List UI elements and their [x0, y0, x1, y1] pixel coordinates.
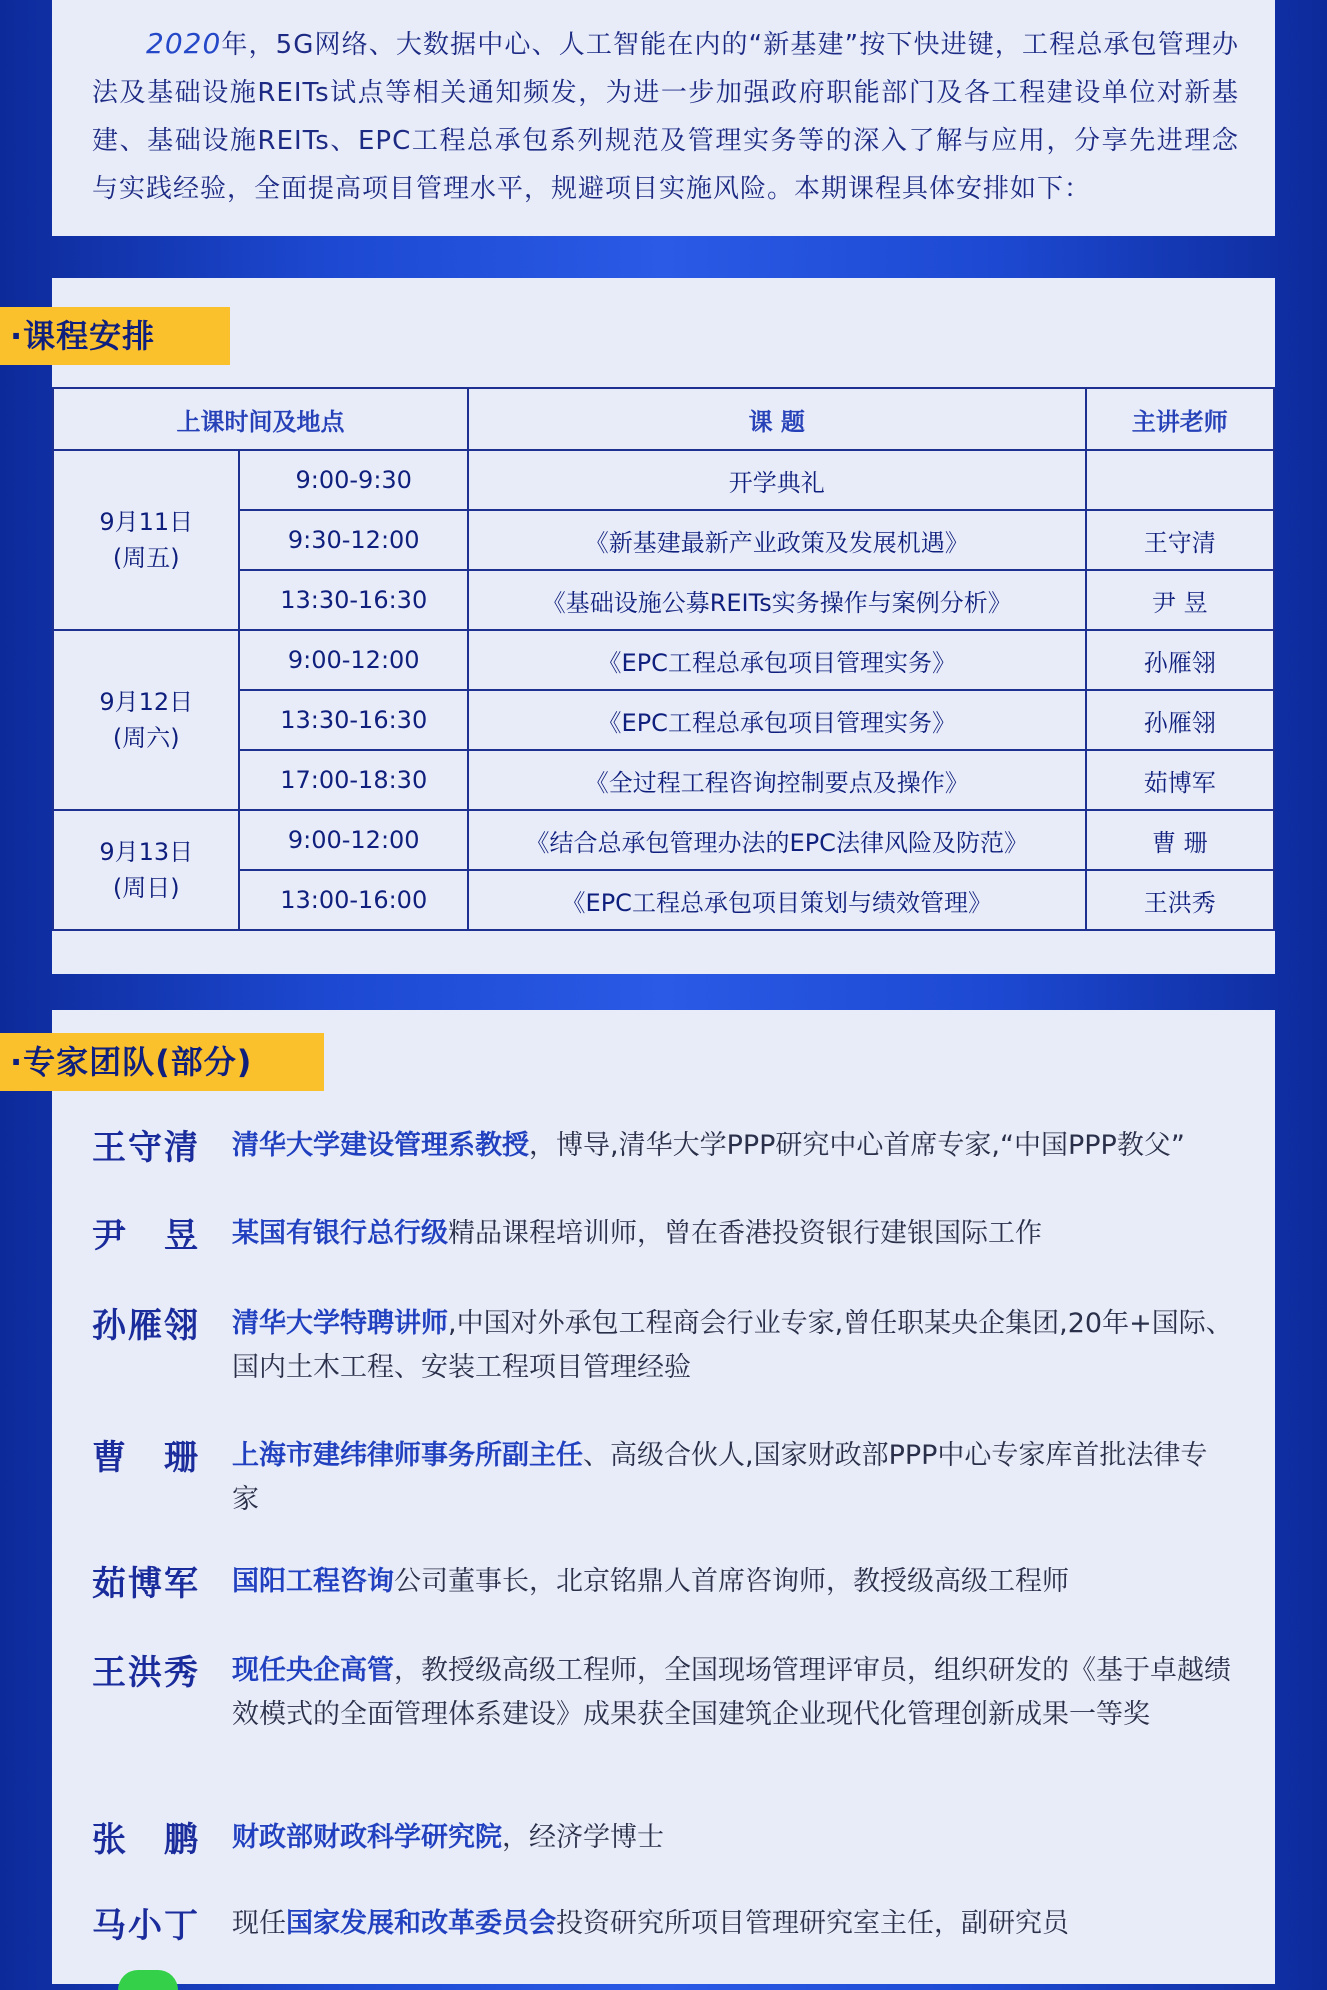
weekday-text: (周日) — [112, 874, 180, 902]
expert-highlight: 国家发展和改革委员会 — [286, 1908, 556, 1939]
intro-year: 2020 — [146, 27, 222, 60]
schedule-header-row — [53, 388, 1274, 450]
expert-description — [232, 1816, 1234, 1860]
expert-highlight: 财政部财政科学研究院 — [232, 1822, 502, 1853]
table-row — [53, 630, 1274, 690]
date-cell — [53, 450, 239, 630]
expert-rest: ，教授级高级工程师，全国现场管理评审员，组织研发的《基于卓越绩效模式的全面管理体系建设》成果获全国建筑企业现代化管理创新成果一等奖 — [232, 1655, 1231, 1730]
expert-rest: 投资研究所项目管理研究室主任，副研究员 — [556, 1908, 1069, 1939]
time-cell: 9:00-12:00 — [239, 810, 468, 870]
expert-name: 王洪秀 — [92, 1653, 200, 1693]
expert-name: 孙雁翎 — [92, 1306, 200, 1346]
teacher-cell: 曹 珊 — [1086, 810, 1274, 870]
expert-highlight: 上海市建纬律师事务所副主任 — [232, 1440, 583, 1471]
schedule-table — [52, 387, 1275, 931]
teacher-cell: 王洪秀 — [1086, 870, 1274, 930]
expert-rest: ，经济学博士 — [502, 1822, 664, 1853]
expert-rest: ,中国对外承包工程商会行业专家,曾任职某央企集团,20年+国际、国内土木工程、安装工程项目管理经验 — [232, 1308, 1233, 1383]
expert-name: 尹 昱 — [92, 1216, 200, 1256]
expert-description — [232, 1212, 1234, 1256]
decorative-shape — [118, 1970, 178, 1990]
date-text: 9月11日 — [99, 508, 194, 536]
expert-description — [232, 1902, 1234, 1946]
table-row — [53, 810, 1274, 870]
expert-description — [232, 1434, 1234, 1522]
weekday-text: (周五) — [112, 544, 180, 572]
weekday-text: (周六) — [112, 724, 180, 752]
expert-description — [232, 1124, 1234, 1168]
header-teacher: 主讲老师 — [1086, 388, 1274, 450]
topic-cell: 《EPC工程总承包项目管理实务》 — [468, 690, 1086, 750]
table-row — [53, 450, 1274, 510]
date-cell — [53, 630, 239, 810]
intro-text: 年，5G网络、大数据中心、人工智能在内的“新基建”按下快进键，工程总承包管理办法及基础设施REITs试点等相关通知频发，为进一步加强政府职能部门及各工程建设单位对新基建、基础设施REITs、EPC工程总承包系列规范及管理实务等的深入了解与应用，分享先进理念与实践经验，全面提高项目管理水平，规避项目实施风险。本期课程具体安排如下： — [92, 30, 1239, 204]
teacher-cell: 茹博军 — [1086, 750, 1274, 810]
expert-description — [232, 1649, 1234, 1737]
expert-name: 曹 珊 — [92, 1438, 200, 1478]
topic-cell: 《新基建最新产业政策及发展机遇》 — [468, 510, 1086, 570]
topic-cell: 《全过程工程咨询控制要点及操作》 — [468, 750, 1086, 810]
time-cell: 13:30-16:30 — [239, 690, 468, 750]
expert-highlight: 现任央企高管 — [232, 1655, 394, 1686]
expert-name: 茹博军 — [92, 1564, 200, 1604]
topic-cell: 《EPC工程总承包项目管理实务》 — [468, 630, 1086, 690]
expert-highlight: 清华大学特聘讲师 — [232, 1308, 448, 1339]
expert-highlight: 某国有银行总行级 — [232, 1218, 448, 1249]
time-cell: 13:00-16:00 — [239, 870, 468, 930]
topic-cell: 《结合总承包管理办法的EPC法律风险及防范》 — [468, 810, 1086, 870]
time-cell: 17:00-18:30 — [239, 750, 468, 810]
teacher-cell: 尹 昱 — [1086, 570, 1274, 630]
schedule-section-tag: ·课程安排 — [0, 307, 230, 365]
expert-name: 马小丁 — [92, 1906, 200, 1946]
teacher-cell: 王守清 — [1086, 510, 1274, 570]
time-cell: 9:30-12:00 — [239, 510, 468, 570]
experts-section-tag: ·专家团队(部分) — [0, 1033, 324, 1091]
expert-pre: 现任 — [232, 1908, 286, 1939]
expert-description — [232, 1560, 1234, 1604]
time-cell: 9:00-9:30 — [239, 450, 468, 510]
date-cell — [53, 810, 239, 930]
expert-highlight: 国阳工程咨询 — [232, 1566, 394, 1597]
topic-cell: 《EPC工程总承包项目策划与绩效管理》 — [468, 870, 1086, 930]
teacher-cell: 孙雁翎 — [1086, 630, 1274, 690]
teacher-cell: 孙雁翎 — [1086, 690, 1274, 750]
date-text: 9月12日 — [99, 688, 194, 716]
time-cell: 9:00-12:00 — [239, 630, 468, 690]
expert-rest: 精品课程培训师，曾在香港投资银行建银国际工作 — [448, 1218, 1042, 1249]
expert-rest: 公司董事长，北京铭鼎人首席咨询师，教授级高级工程师 — [394, 1566, 1069, 1597]
expert-rest: 、高级合伙人,国家财政部PPP中心专家库首批法律专家 — [232, 1440, 1208, 1515]
expert-name: 王守清 — [92, 1128, 200, 1168]
expert-name: 张 鹏 — [92, 1820, 200, 1860]
expert-highlight: 清华大学建设管理系教授 — [232, 1130, 529, 1161]
topic-cell: 《基础设施公募REITs实务操作与案例分析》 — [468, 570, 1086, 630]
topic-cell: 开学典礼 — [468, 450, 1086, 510]
time-cell: 13:30-16:30 — [239, 570, 468, 630]
expert-description — [232, 1302, 1234, 1390]
intro-card — [52, 0, 1275, 236]
date-text: 9月13日 — [99, 838, 194, 866]
header-time-location: 上课时间及地点 — [53, 388, 468, 450]
header-topic: 课 题 — [468, 388, 1086, 450]
expert-rest: ，博导,清华大学PPP研究中心首席专家,“中国PPP教父” — [529, 1130, 1185, 1161]
intro-paragraph — [92, 20, 1239, 213]
teacher-cell — [1086, 450, 1274, 510]
